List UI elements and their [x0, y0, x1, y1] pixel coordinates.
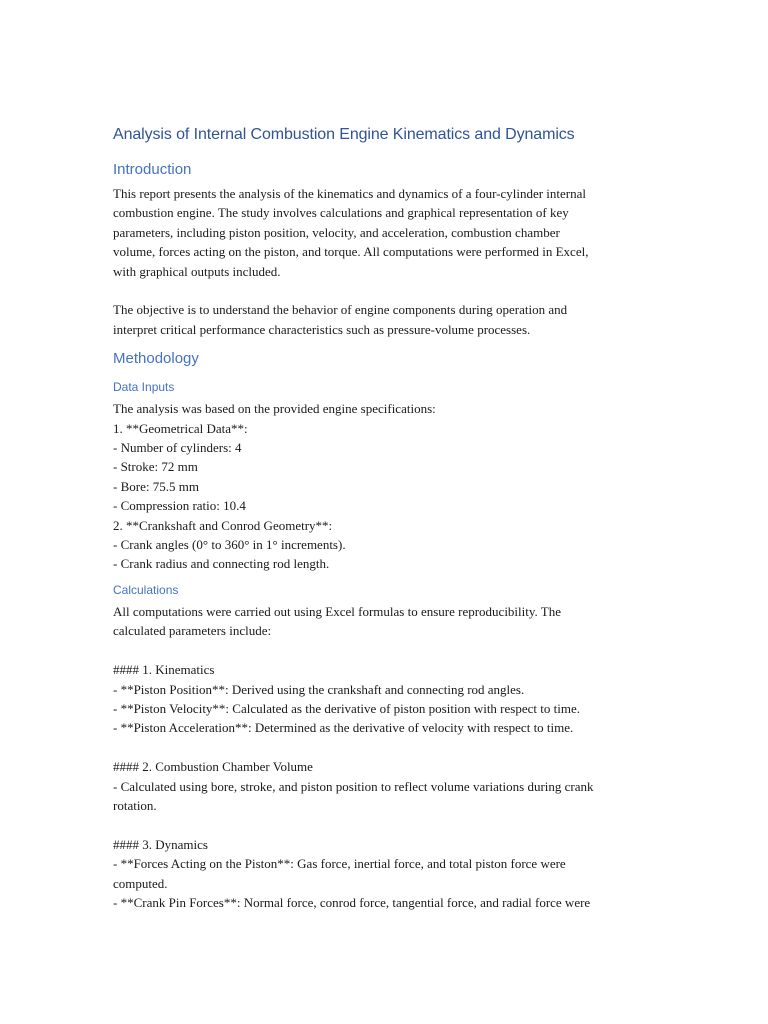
document-body	[113, 124, 673, 912]
paragraph-spacer	[113, 738, 673, 757]
dynamics-section	[113, 835, 673, 913]
text-line: parameters, including piston position, velocity, and acceleration, combustion chamber	[113, 224, 560, 240]
text-line: The objective is to understand the behavior of engine components during operation and	[113, 302, 568, 318]
text-line: volume, forces acting on the piston, and torque. All computations were performed in Excel,	[113, 244, 589, 260]
document-title: Analysis of Internal Combustion Engine Kinematics and Dynamics	[113, 126, 575, 143]
text-line: computed.	[113, 875, 168, 891]
text-line: - Crank radius and connecting rod length.	[113, 556, 330, 572]
text-line: - Bore: 75.5 mm	[113, 478, 199, 494]
text-line: - Crank angles (0° to 360° in 1° increments).	[113, 537, 346, 553]
text-line: The analysis was based on the provided engine specifications:	[113, 401, 436, 417]
calculations-intro	[113, 602, 673, 641]
text-line: All computations were carried out using Excel formulas to ensure reproducibility. The	[113, 603, 562, 619]
text-line: 2. **Crankshaft and Conrod Geometry**:	[113, 517, 333, 533]
data-inputs-list	[113, 399, 673, 574]
text-line: - **Forces Acting on the Piston**: Gas force, inertial force, and total piston force were	[113, 856, 566, 872]
introduction-heading: Introduction	[113, 161, 192, 178]
text-line: 1. **Geometrical Data**:	[113, 420, 248, 436]
text-line: - **Crank Pin Forces**: Normal force, conrod force, tangential force, and radial force were	[113, 894, 591, 910]
paragraph-spacer	[113, 281, 673, 300]
text-line: - Number of cylinders: 4	[113, 440, 242, 456]
text-line: combustion engine. The study involves calculations and graphical representation of key	[113, 205, 569, 221]
methodology-heading: Methodology	[113, 350, 199, 368]
text-line: - Calculated using bore, stroke, and piston position to reflect volume variations during crank	[113, 778, 594, 794]
text-line: interpret critical performance characteristics such as pressure-volume processes.	[113, 321, 531, 337]
data-inputs-heading: Data Inputs	[113, 380, 175, 395]
text-line: - **Piston Position**: Derived using the crankshaft and connecting rod angles.	[113, 681, 525, 697]
text-line: #### 2. Combustion Chamber Volume	[113, 759, 313, 775]
paragraph-spacer	[113, 641, 673, 660]
text-line: - **Piston Acceleration**: Determined as the derivative of velocity with respect to time.	[113, 720, 574, 736]
introduction-paragraph-2	[113, 300, 673, 339]
text-line: - Stroke: 72 mm	[113, 459, 198, 475]
text-line: #### 1. Kinematics	[113, 662, 215, 678]
introduction-paragraph-1	[113, 184, 673, 281]
text-line: #### 3. Dynamics	[113, 836, 208, 852]
text-line: with graphical outputs included.	[113, 263, 281, 279]
text-line: - **Piston Velocity**: Calculated as the derivative of piston position with respect to time.	[113, 700, 580, 716]
text-line: - Compression ratio: 10.4	[113, 498, 246, 514]
kinematics-section	[113, 660, 673, 738]
text-line: calculated parameters include:	[113, 623, 272, 639]
combustion-volume-section	[113, 757, 673, 815]
calculations-heading: Calculations	[113, 582, 179, 597]
text-line: This report presents the analysis of the kinematics and dynamics of a four-cylinder internal	[113, 186, 587, 201]
paragraph-spacer	[113, 815, 673, 834]
text-line: rotation.	[113, 797, 157, 813]
